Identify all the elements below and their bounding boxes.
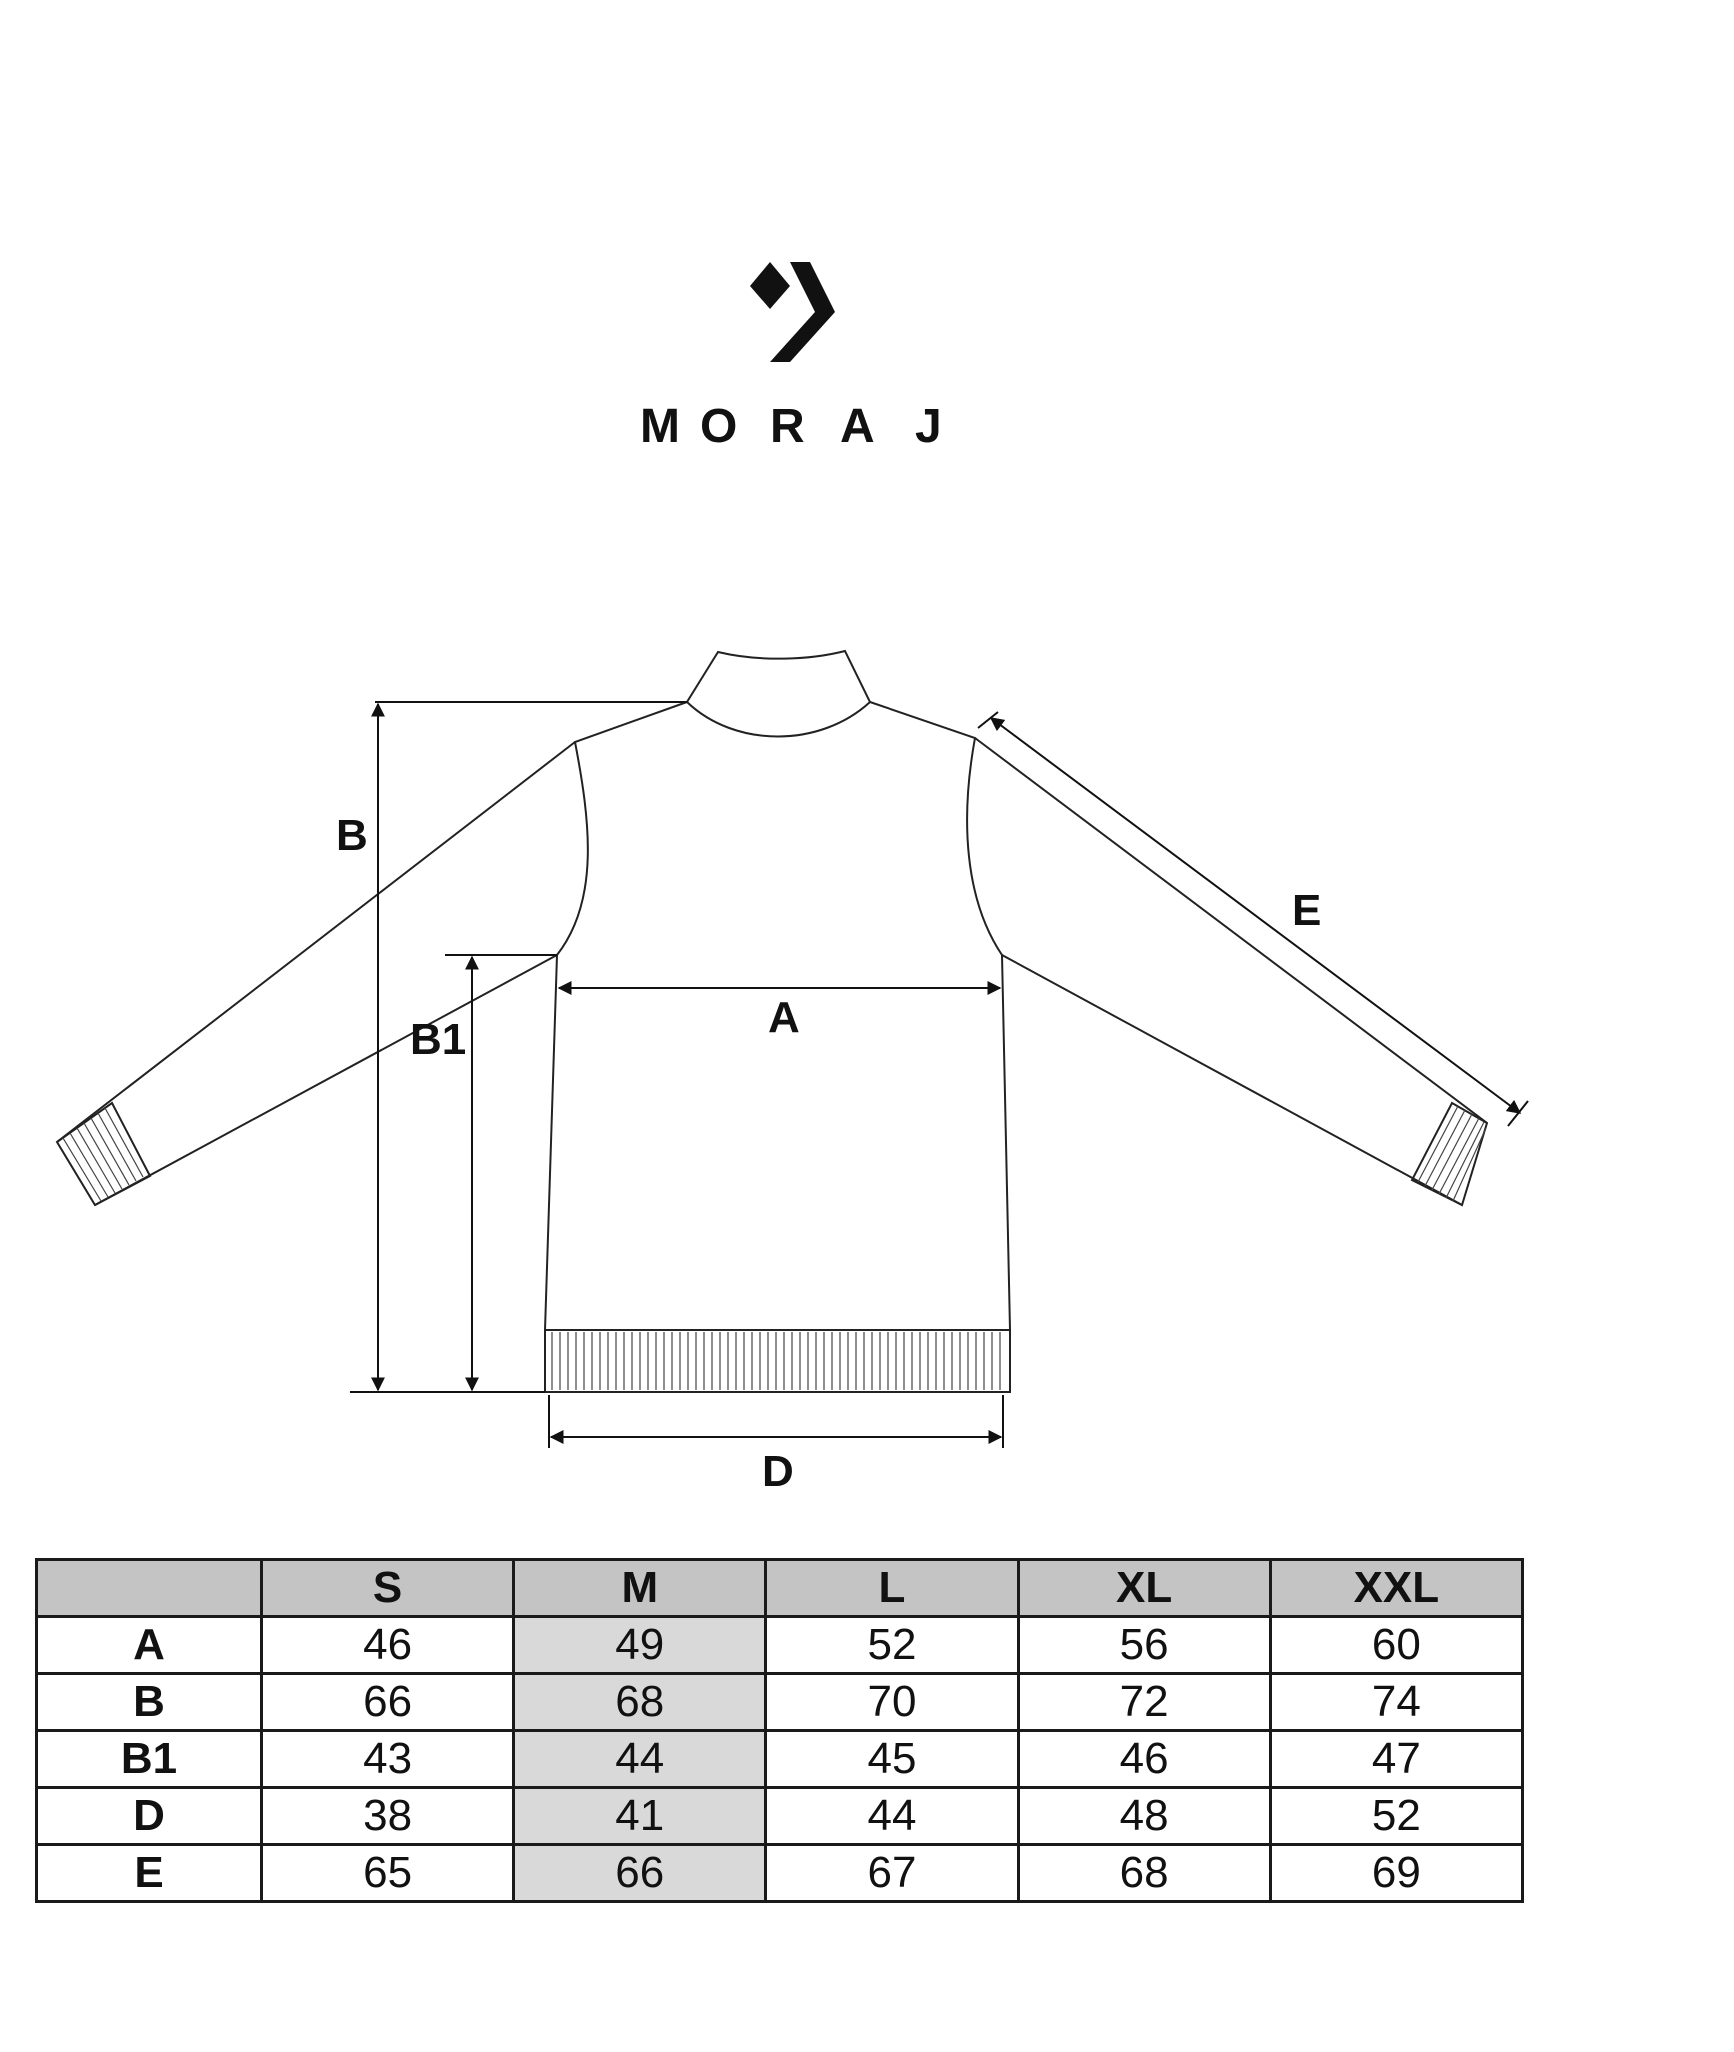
table-corner-cell	[37, 1560, 262, 1617]
dimension-lines	[350, 702, 1528, 1448]
dimension-label-a: A	[768, 993, 800, 1042]
table-cell: 72	[1018, 1674, 1270, 1731]
table-row	[37, 1617, 1523, 1674]
dimension-label-b: B	[336, 811, 368, 860]
size-header-xl: XL	[1018, 1560, 1270, 1617]
row-label-b: B	[37, 1674, 262, 1731]
size-header-l: L	[766, 1560, 1018, 1617]
table-cell: 46	[1018, 1731, 1270, 1788]
table-cell: 47	[1270, 1731, 1522, 1788]
size-header-xxl: XXL	[1270, 1560, 1522, 1617]
table-row	[37, 1845, 1523, 1902]
table-cell: 68	[1018, 1845, 1270, 1902]
table-cell: 49	[514, 1617, 766, 1674]
table-cell: 52	[1270, 1788, 1522, 1845]
table-cell: 43	[262, 1731, 514, 1788]
table-cell: 48	[1018, 1788, 1270, 1845]
brand-letter: J	[915, 400, 942, 453]
brand-letter: O	[700, 400, 738, 453]
table-row	[37, 1674, 1523, 1731]
table-row	[37, 1788, 1523, 1845]
row-label-a: A	[37, 1617, 262, 1674]
table-cell: 67	[766, 1845, 1018, 1902]
table-cell: 44	[514, 1731, 766, 1788]
table-cell: 74	[1270, 1674, 1522, 1731]
brand-logo-icon	[750, 262, 835, 362]
table-cell: 65	[262, 1845, 514, 1902]
table-cell: 66	[262, 1674, 514, 1731]
brand-letter: R	[770, 400, 805, 453]
brand-wordmark	[640, 400, 942, 453]
table-cell: 41	[514, 1788, 766, 1845]
table-cell: 66	[514, 1845, 766, 1902]
hem-rib-stripes	[552, 1332, 1000, 1390]
table-cell: 69	[1270, 1845, 1522, 1902]
size-header-s: S	[262, 1560, 514, 1617]
dimension-label-e: E	[1292, 886, 1322, 935]
brand-letter: M	[640, 400, 680, 453]
table-cell: 46	[262, 1617, 514, 1674]
table-cell: 52	[766, 1617, 1018, 1674]
table-cell: 45	[766, 1731, 1018, 1788]
table-cell: 56	[1018, 1617, 1270, 1674]
table-cell: 38	[262, 1788, 514, 1845]
size-header-m: M	[514, 1560, 766, 1617]
row-label-d: D	[37, 1788, 262, 1845]
cuff-rib-stripes	[63, 1106, 1486, 1201]
row-label-e: E	[37, 1845, 262, 1902]
row-label-b1: B1	[37, 1731, 262, 1788]
table-cell: 70	[766, 1674, 1018, 1731]
table-cell: 68	[514, 1674, 766, 1731]
dimension-label-b1: B1	[410, 1015, 467, 1064]
dimension-label-d: D	[762, 1447, 794, 1496]
table-cell: 60	[1270, 1617, 1522, 1674]
table-cell: 44	[766, 1788, 1018, 1845]
table-header-row	[37, 1560, 1523, 1617]
brand-letter: A	[840, 400, 875, 453]
size-chart-table	[35, 1558, 1524, 1903]
table-row	[37, 1731, 1523, 1788]
